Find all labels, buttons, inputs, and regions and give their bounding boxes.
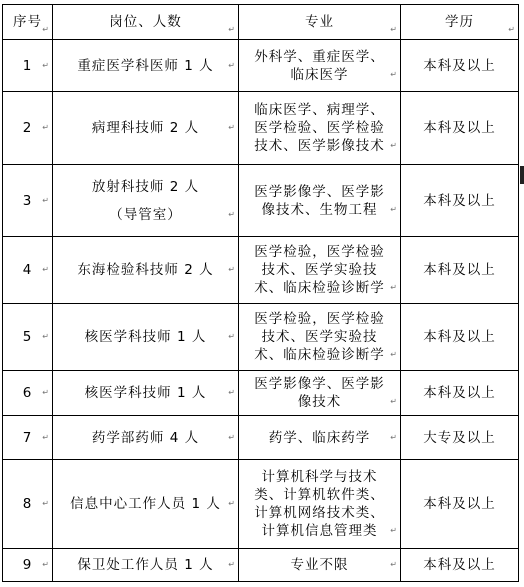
table-row xyxy=(3,165,519,237)
row-number-cell: 4 ↵ xyxy=(3,237,53,304)
position-cell: 信息中心工作人员 1 人 ↵ xyxy=(53,460,239,549)
position-cell: 核医学科技师 1 人 ↵ xyxy=(53,304,239,371)
row-number-cell: 7 ↵ xyxy=(3,416,53,460)
major-cell: 医学影像学、医学影 像技术 ↵ xyxy=(239,371,401,416)
position-cell: 药学部药师 4 人 ↵ xyxy=(53,416,239,460)
major-cell: 医学检验，医学检验 技术、医学实验技 术、临床检验诊断学 ↵ xyxy=(239,304,401,371)
recruitment-table xyxy=(2,4,519,582)
major-cell: 专业不限 ↵ xyxy=(239,549,401,582)
header-cell-major: 专业 ↵ xyxy=(239,5,401,40)
education-cell: 本科及以上 xyxy=(401,549,519,582)
education-cell: 本科及以上 xyxy=(401,165,519,237)
header-cell-education: 学历 ↵ xyxy=(401,5,519,40)
major-cell: 医学影像学、医学影 像技术、生物工程 ↵ xyxy=(239,165,401,237)
position-cell: 核医学科技师 1 人 ↵ xyxy=(53,371,239,416)
table-row xyxy=(3,460,519,549)
row-number-cell: 6 ↵ xyxy=(3,371,53,416)
row-number-cell: 5 ↵ xyxy=(3,304,53,371)
header-cell-number: 序号 ↵ xyxy=(3,5,53,40)
education-cell: 本科及以上 xyxy=(401,92,519,165)
row-number-cell: 2 ↵ xyxy=(3,92,53,165)
row-number-cell: 3 ↵ xyxy=(3,165,53,237)
education-cell: 本科及以上 xyxy=(401,304,519,371)
row-number-cell: 8 ↵ xyxy=(3,460,53,549)
position-cell: 保卫处工作人员 1 人 ↵ xyxy=(53,549,239,582)
major-cell: 计算机科学与技术 类、计算机软件类、 计算机网络技术类、 计算机信息管理类 ↵ xyxy=(239,460,401,549)
table-row xyxy=(3,371,519,416)
position-cell: 重症医学科医师 1 人 ↵ xyxy=(53,40,239,92)
recruitment-table-page xyxy=(2,4,518,581)
table-row xyxy=(3,549,519,582)
education-cell: 本科及以上 xyxy=(401,460,519,549)
education-cell: 大专及以上 xyxy=(401,416,519,460)
education-cell: 本科及以上 xyxy=(401,237,519,304)
row-number-cell: 1 ↵ xyxy=(3,40,53,92)
table-row xyxy=(3,92,519,165)
education-cell: 本科及以上 xyxy=(401,40,519,92)
position-cell: 病理科技师 2 人 ↵ xyxy=(53,92,239,165)
major-cell: 外科学、重症医学、 临床医学 ↵ xyxy=(239,40,401,92)
table-row xyxy=(3,416,519,460)
table-row xyxy=(3,237,519,304)
row-number-cell: 9 ↵ xyxy=(3,549,53,582)
table-row xyxy=(3,40,519,92)
major-cell: 医学检验，医学检验 技术、医学实验技 术、临床检验诊断学 ↵ xyxy=(239,237,401,304)
page-edge-marker xyxy=(520,166,524,184)
major-cell: 药学、临床药学 ↵ xyxy=(239,416,401,460)
position-cell: 放射科技师 2 人 （导管室） ↵ xyxy=(53,165,239,237)
table-row xyxy=(3,304,519,371)
table-header-row xyxy=(3,5,519,40)
header-cell-position: 岗位、人数 ↵ xyxy=(53,5,239,40)
position-cell: 东海检验科技师 2 人 ↵ xyxy=(53,237,239,304)
major-cell: 临床医学、病理学、 医学检验、医学检验 技术、医学影像技术 ↵ xyxy=(239,92,401,165)
education-cell: 本科及以上 xyxy=(401,371,519,416)
